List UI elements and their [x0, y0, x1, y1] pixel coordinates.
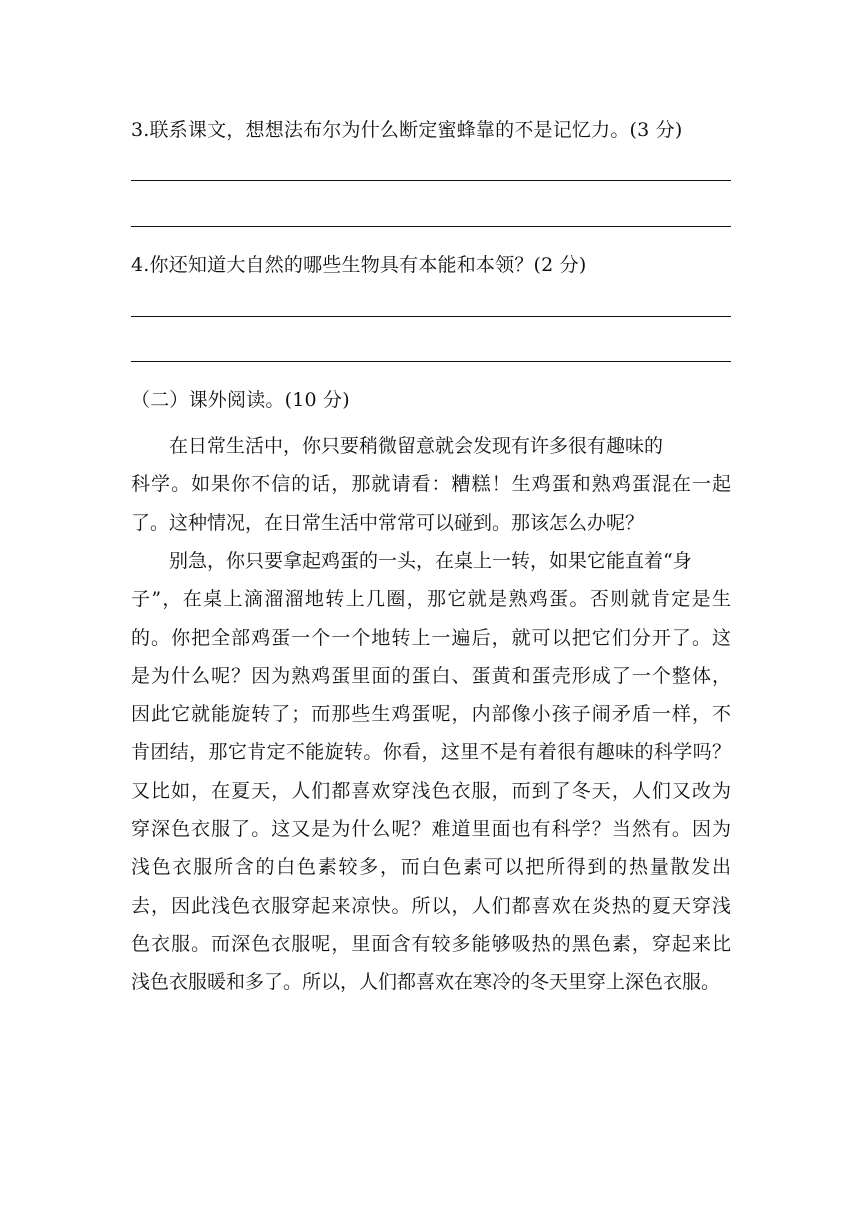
passage-line: 去，因此浅色衣服穿起来凉快。所以，人们都喜欢在炎热的夏天穿浅 — [131, 894, 731, 917]
passage-line: 因此它就能旋转了；而那些生鸡蛋呢，内部像小孩子闹矛盾一样，不 — [131, 703, 731, 726]
passage-line: 别急，你只要拿起鸡蛋的一头，在桌上一转，如果它能直着“身 — [169, 550, 692, 572]
passage-line: 又比如，在夏天，人们都喜欢穿浅色衣服，而到了冬天，人们又改为 — [131, 779, 731, 802]
answer-line-q4-2[interactable] — [131, 361, 731, 362]
passage-line: 色衣服。而深色衣服呢，里面含有较多能够吸热的黑色素，穿起来比 — [131, 932, 731, 955]
answer-line-q4-1[interactable] — [131, 316, 731, 317]
question-3: 3.联系课文，想想法布尔为什么断定蜜蜂靠的不是记忆力。(3 分) — [131, 119, 683, 141]
section-title: （二）课外阅读。(10 分) — [131, 389, 350, 411]
passage-paragraph-1 — [131, 427, 731, 542]
passage-line: 科学。如果你不信的话，那就请看：糟糕！生鸡蛋和熟鸡蛋混在一起 — [131, 473, 731, 496]
passage-line: 浅色衣服暖和多了。所以，人们都喜欢在寒冷的冬天里穿上深色衣服。 — [131, 971, 721, 994]
passage-line: 了。这种情况，在日常生活中常常可以碰到。那该怎么办呢？ — [131, 511, 645, 534]
passage-paragraph-2 — [131, 542, 731, 1002]
passage-line: 的。你把全部鸡蛋一个一个地转上一遍后，就可以把它们分开了。这 — [131, 626, 731, 649]
passage-line: 肯团结，那它肯定不能旋转。你看，这里不是有着很有趣味的科学吗？ — [131, 741, 731, 764]
passage-line: 是为什么呢？因为熟鸡蛋里面的蛋白、蛋黄和蛋壳形成了一个整体， — [131, 664, 731, 687]
passage-line: 穿深色衣服了。这又是为什么呢？难道里面也有科学？当然有。因为 — [131, 818, 731, 841]
question-4: 4.你还知道大自然的哪些生物具有本能和本领？(2 分) — [131, 254, 587, 276]
passage-line: 子”，在桌上滴溜溜地转上几圈，那它就是熟鸡蛋。否则就肯定是生 — [131, 588, 731, 611]
passage-line: 在日常生活中，你只要稍微留意就会发现有许多很有趣味的 — [169, 435, 664, 457]
passage-line: 浅色衣服所含的白色素较多，而白色素可以把所得到的热量散发出 — [131, 856, 731, 879]
answer-line-q3-2[interactable] — [131, 226, 731, 227]
answer-line-q3-1[interactable] — [131, 180, 731, 181]
